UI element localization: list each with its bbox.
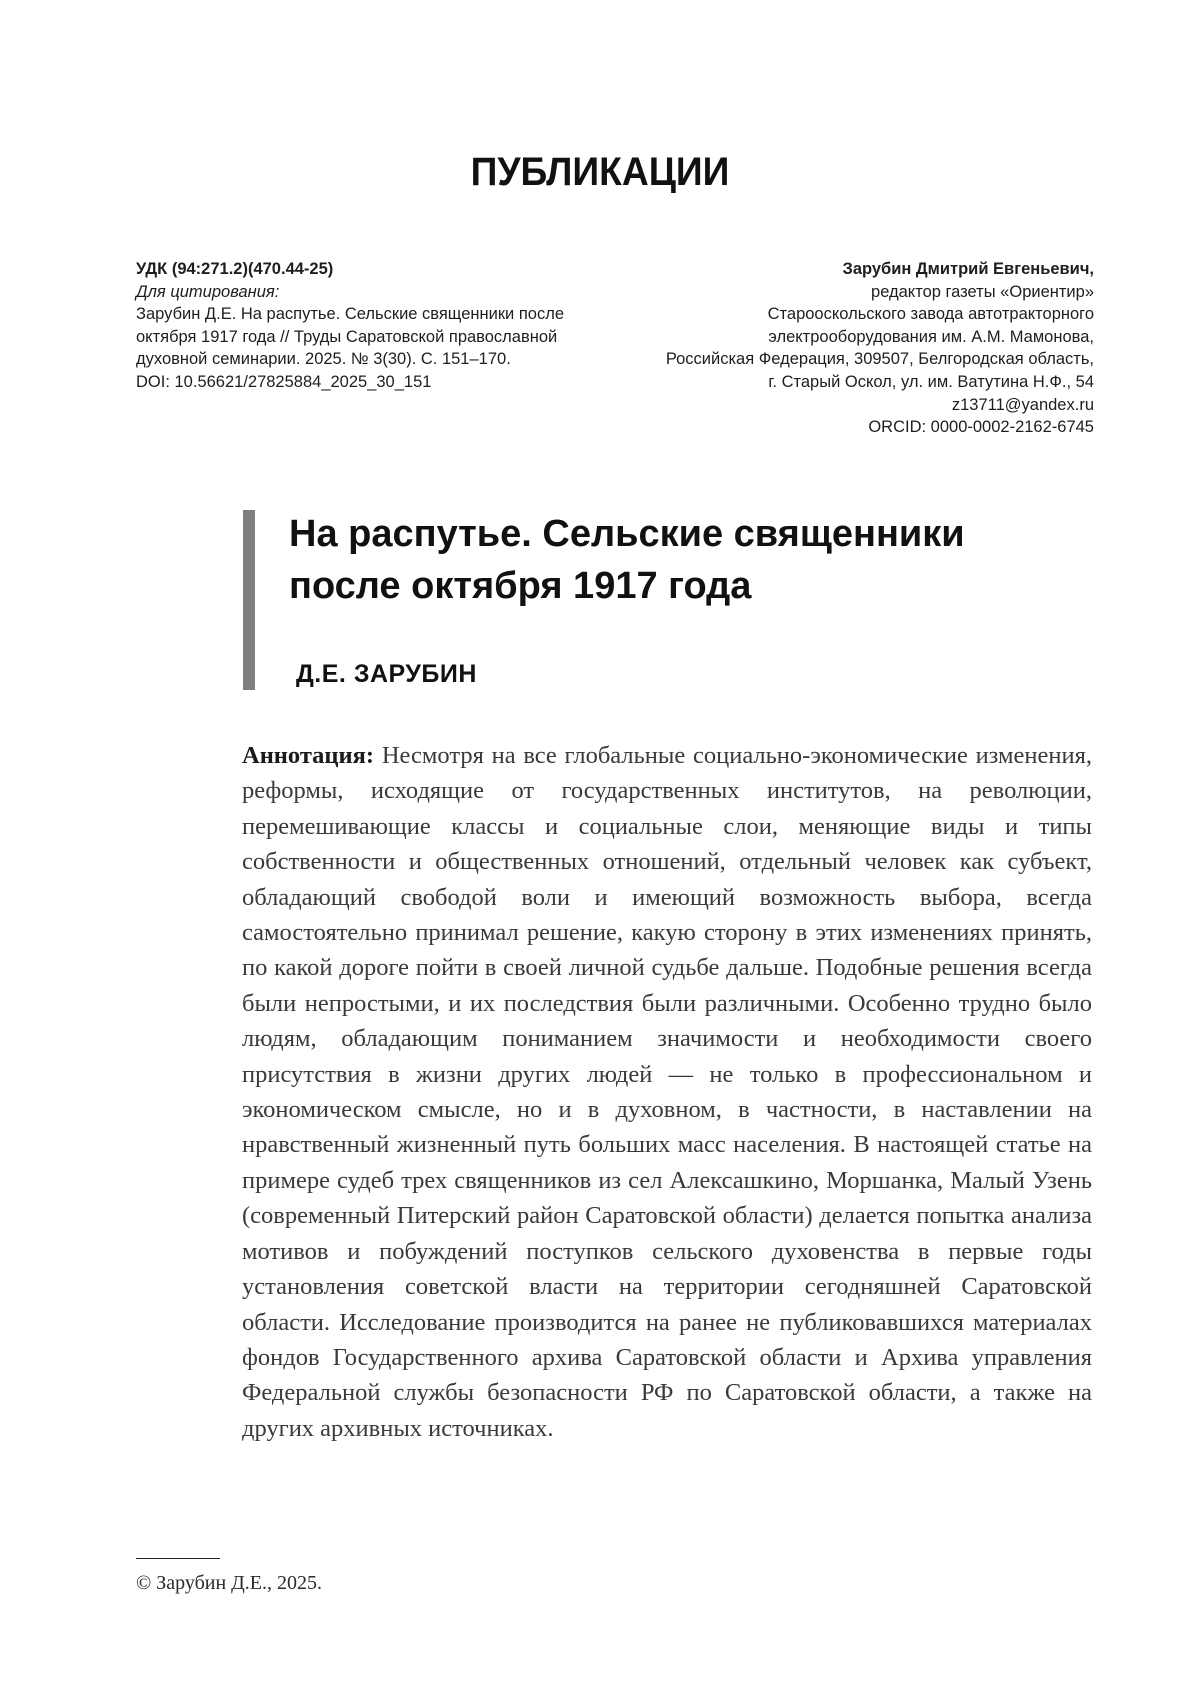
abstract-text: Несмотря на все глобальные социально-экономические изменения, реформы, исходящие от государственных институтов, на революции, перемешивающие классы и социальные слои, меняющие виды и типы собственности и общественных отношений, отдельный человек как субъект, обладающий свободой воли и имеющий возможность выбора, всегда самостоятельно принимал решение, какую сторону в этих изменениях принять, по какой дороге пойти в своей личной судьбе дальше. Подобные решения всегда были непростыми, и их последствия были различными. Особенно трудно было людям, обладающим пониманием значимости и необходимости своего присутствия в жизни других людей — не только в профессиональном и экономическом смысле, но и в духовном, в частности, в наставлении на нравственный жизненный путь больших масс населения. В настоящей статье на примере судеб трех священников из сел Алексашкино, Моршанка, Малый Узень (современный Питерский район Саратовской области) делается попытка анализа мотивов и побуждений поступков сельского духовенства в первые годы установления советской власти на территории сегодняшней Саратовской области. Исследование производится на ранее не публиковавшихся материалах фондов Государственного архива Саратовской области и Архива управления Федеральной службы безопасности РФ по Саратовской области, а также на других архивных источниках.	[242, 742, 1092, 1442]
citation-line: Зарубин Д.Е. На распутье. Сельские священники после	[136, 305, 565, 324]
udk-code: УДК (94:271.2)(470.44-25)	[136, 260, 334, 278]
title-accent-bar	[243, 510, 255, 690]
article-title	[289, 508, 1109, 612]
doi-line: DOI: 10.56621/27825884_2025_30_151	[136, 372, 432, 391]
section-title: ПУБЛИКАЦИИ	[470, 150, 730, 194]
citation-line: духовной семинарии. 2025. № 3(30). С. 151–170.	[136, 350, 511, 369]
copyright-note: © Зарубин Д.Е., 2025.	[136, 1572, 323, 1594]
author-affiliation: Старооскольского завода автотракторного	[767, 305, 1094, 324]
author-address: г. Старый Оскол, ул. им. Ватутина Н.Ф., 54	[768, 372, 1094, 391]
citation-line: октября 1917 года // Труды Саратовской православной	[136, 327, 558, 346]
abstract	[242, 738, 1092, 1446]
author-orcid: ORCID: 0000-0002-2162-6745	[868, 418, 1094, 437]
author-email: z13711@yandex.ru	[951, 395, 1094, 414]
author-info-block	[574, 258, 1094, 439]
author-affiliation: электрооборудования им. А.М. Мамонова,	[768, 327, 1094, 346]
author-full-name: Зарубин Дмитрий Евгеньевич,	[842, 260, 1094, 278]
article-author: Д.Е. ЗАРУБИН	[296, 660, 477, 688]
article-title-line: На распутье. Сельские священники	[289, 513, 965, 555]
author-address: Российская Федерация, 309507, Белгородская область,	[665, 350, 1094, 369]
abstract-label: Аннотация:	[242, 742, 375, 769]
footnote-divider	[136, 1558, 220, 1559]
article-title-line: после октября 1917 года	[289, 565, 752, 607]
citation-block	[136, 258, 606, 394]
citation-label: Для цитирования:	[136, 282, 280, 301]
author-position: редактор газеты «Ориентир»	[871, 282, 1094, 301]
